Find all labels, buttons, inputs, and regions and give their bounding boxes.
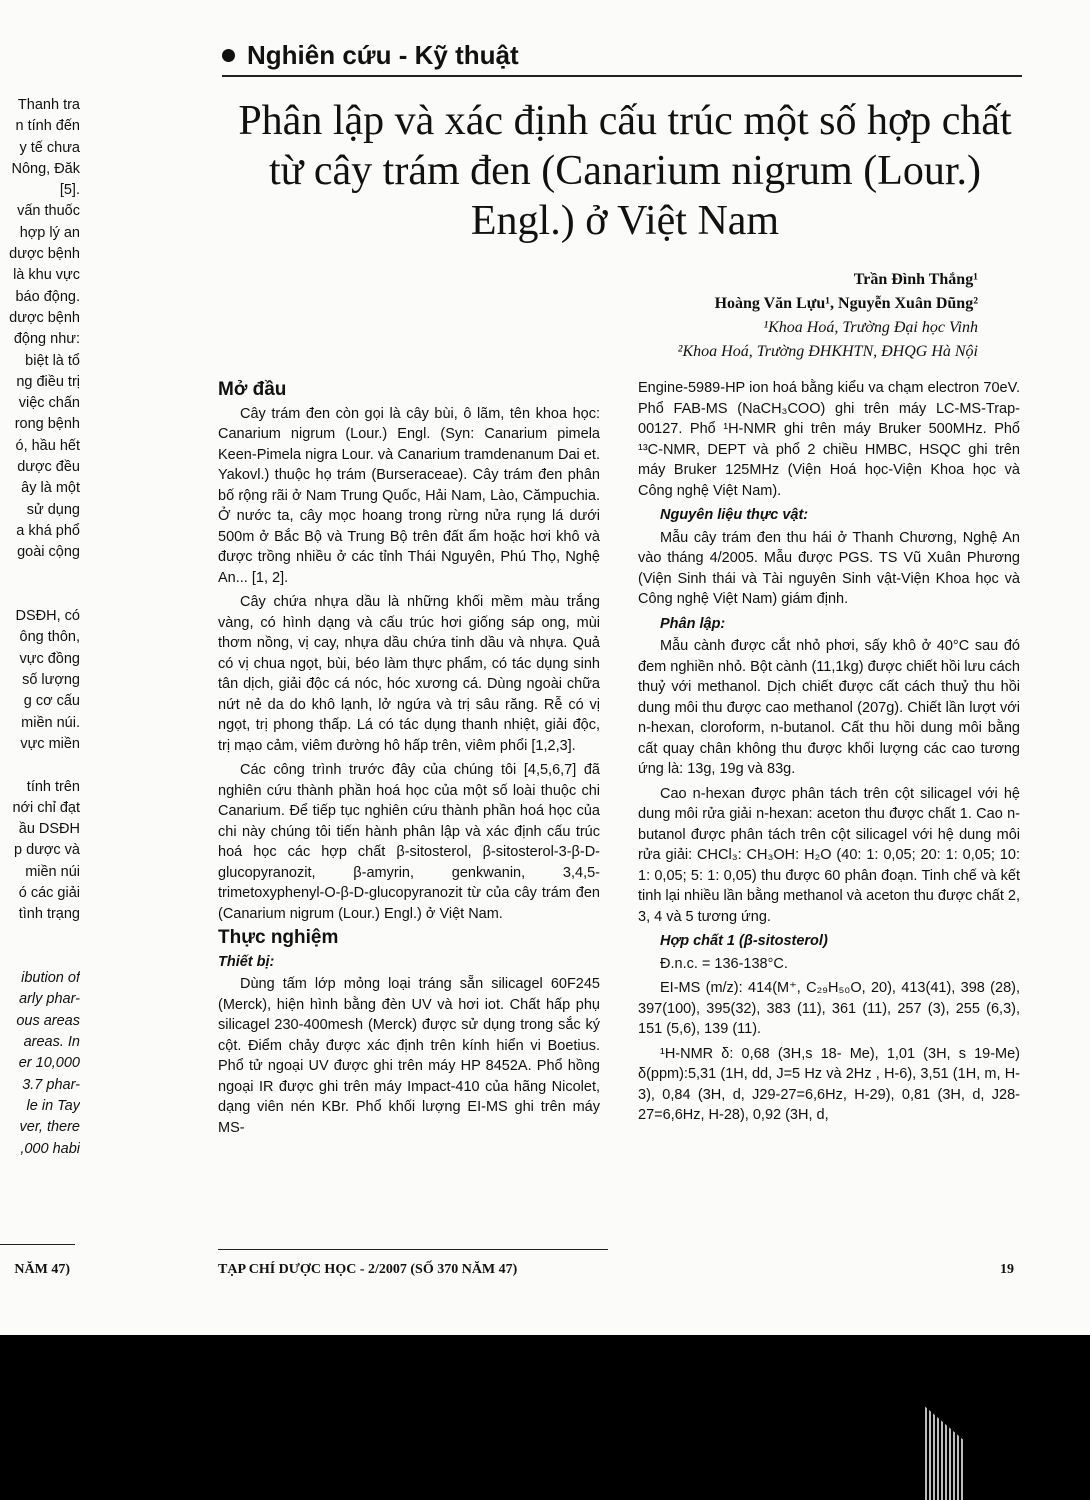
- left-column-line: việc chấn: [18, 395, 80, 412]
- article-title: Phân lập và xác định cấu trúc một số hợp chất từ cây trám đen (Canarium nigrum (Lour.) Engl.) ở Việt Nam: [238, 98, 1012, 244]
- author-line-2: Hoàng Văn Lựu¹, Nguyễn Xuân Dũng²: [714, 295, 978, 312]
- journal-footer: TẠP CHÍ DƯỢC HỌC - 2/2007 (SỐ 370 NĂM 47): [218, 1262, 518, 1277]
- section-header: [222, 40, 519, 71]
- left-column-line: dược đều: [17, 459, 80, 476]
- hnmr-data: ¹H-NMR δ: 0,68 (3H,s 18- Me), 1,01 (3H, s 19-Me) δ(ppm):5,31 (1H, dd, J=5 Hz và 2Hz , H-6), 3,51 (1H, m, H-3), 0,84 (3H, d, J29-27=6,6Hz, H-29), 0,81 (3H, d, J28-27=6,6Hz, H-28), 0,92 (3H, d,: [638, 1045, 1020, 1123]
- intro-paragraph-2: Cây chứa nhựa dầu là những khối mềm màu trắng vàng, có hình dạng và cấu trúc hơi giống sáp ong, mùi thơm nồng, vị cay, nhựa dầu chứa tinh dầu và nhựa. Quả có vị chua ngọt, bùi, béo làm thực phẩm, có tác dụng sinh tân dịch, giải độc cá nóc, hóc xương cá. Dùng ngoài chữa nứt nẻ da do khô lạnh, lở ngứa và trị sâu răng. Rễ có vị ngọt, trị phong thấp. Lá có tác dụng thanh nhiệt, giải độc, trị mạo cảm, viêm đường hô hấp trên, viêm phổi [1,2,3].: [218, 594, 600, 754]
- left-footer-fragment: NĂM 47): [14, 1262, 70, 1277]
- intro-paragraph-3: Các công trình trước đây của chúng tôi [4,5,6,7] đã nghiên cứu thành phần hoá học của một số loài thuộc chi Canarium. Để tiếp tục nghiên cứu thành phần hoá học của chi này chúng tôi tiến hành phân lập và xác định cấu trúc hoá học các hợp chất β-sitosterol, β-sitosterol-3-β-D-glucopyranozit, β-amyrin, genkwanin, 3,4,5-trimetoxyphenyl-O-β-D-glucopyranozit từ của cây trám đen (Canarium nigrum (Lour.) Engl.) ở Việt Nam.: [218, 762, 600, 922]
- left-column-line: tính trên: [26, 778, 80, 795]
- heading-equipment: Thiết bị:: [218, 953, 275, 970]
- left-column-line: y tế chưa: [19, 139, 80, 156]
- heading-introduction: Mở đầu: [218, 379, 287, 400]
- bullet-icon: [222, 49, 235, 62]
- left-column-line: miền núi: [25, 863, 80, 880]
- left-column-line: Thanh tra: [17, 97, 80, 113]
- heading-experimental: Thực nghiệm: [218, 927, 339, 948]
- left-column-line: p dược và: [14, 842, 80, 859]
- left-column-line: ng điều trị: [16, 373, 80, 390]
- heading-compound-1: Hợp chất 1 (β-sitosterol): [660, 933, 828, 949]
- heading-isolation: Phân lập:: [660, 615, 726, 632]
- left-column-line: ó các giải: [18, 884, 80, 901]
- left-column-line: ông thôn,: [19, 629, 80, 646]
- left-column-line: ibution of: [21, 970, 80, 987]
- column-1: [218, 378, 600, 1142]
- left-column-line: vấn thuốc: [17, 203, 80, 220]
- plant-material-paragraph: Mẫu cây trám đen thu hái ở Thanh Chương, Nghệ An vào tháng 4/2005. Mẫu được PGS. TS Vũ Xuân Phương (Viện Sinh thái và Tài nguyên Sinh vật-Viện Khoa học và Công nghệ Việt Nam) giám định.: [638, 529, 1020, 607]
- page-number: 19: [1000, 1262, 1014, 1277]
- left-column-line: dược bệnh: [9, 309, 80, 326]
- affiliation-2: ²Khoa Hoá, Trường ĐHKHTN, ĐHQG Hà Nội: [677, 343, 978, 360]
- left-column-line: ây là một: [21, 480, 80, 497]
- left-column-line: Nông, Đăk: [11, 160, 80, 177]
- isolation-paragraph-1: Mẫu cành được cắt nhỏ phơi, sấy khô ở 40°C sau đó đem nghiền nhỏ. Bột cành (11,1kg) được chiết hồi lưu cách thuỷ với methanol. Dịch chiết được cất cách thuỷ thu hồi dung môi thu được cao methanol (207g). Chiết lần lượt với n-hexan, cloroform, n-butanol. Cất thu hồi dung môi bằng cất quay chân không thu được khối lượng các cao tương ứng là: 13g, 19g và 83g.: [638, 638, 1020, 777]
- left-column-line: [0, 564, 80, 585]
- section-header-text: Nghiên cứu - Kỹ thuật: [247, 40, 519, 70]
- left-column-line: DSĐH, có: [15, 608, 80, 625]
- left-column-line: [0, 947, 80, 968]
- left-column-line: goài cộng: [17, 544, 80, 561]
- header-rule: [222, 75, 1022, 77]
- left-column-line: ,000 habi: [20, 1140, 80, 1157]
- affiliation-1: ¹Khoa Hoá, Trường Đại học Vinh: [763, 319, 978, 336]
- left-column-line: le in Tay: [26, 1097, 80, 1114]
- author-line-1: Trần Đình Thắng¹: [853, 271, 978, 288]
- left-column-line: [0, 926, 80, 947]
- left-column-line: là khu vực: [13, 267, 80, 284]
- left-column-line: 3.7 phar-: [22, 1076, 80, 1093]
- left-column-line: biệt là tổ: [25, 352, 80, 369]
- equipment-paragraph: Dùng tấm lớp mỏng loại tráng sẵn silicagel 60F245 (Merck), hiện hình bằng đèn UV và hơi iot. Chất hấp phụ silicagel 230-400mesh (Merck) được sử dụng trong sắc ký cột. Điểm chảy được xác định trên kính hiển vi Boetius. Phổ tử ngoại UV được ghi trên máy HP 8452A. Phổ hồng ngoại IR được ghi trên máy Impact-410 của hãng Nicolet, dạng viên nén KBr. Phổ khối lượng EI-MS ghi trên máy MS-: [218, 976, 600, 1136]
- eims-data: EI-MS (m/z): 414(M⁺, C₂₉H₅₀O, 20), 413(41), 398 (28), 397(100), 395(32), 383 (11), 361 (11), 257 (3), 255 (6,3), 151 (5,6), 139 (11).: [638, 980, 1020, 1037]
- left-column-line: vực miền: [20, 735, 80, 752]
- left-column-line: arly phar-: [19, 991, 80, 1008]
- left-column-line: rong bệnh: [14, 416, 80, 433]
- left-column-line: areas. In: [23, 1034, 80, 1051]
- left-column-line: a khá phổ: [16, 522, 80, 539]
- left-column-line: er 10,000: [18, 1055, 80, 1072]
- left-column-line: hợp lý an: [19, 224, 80, 241]
- equipment-paragraph-cont: Engine-5989-HP ion hoá bằng kiểu va chạm electron 70eV. Phổ FAB-MS (NaCH₃COO) ghi trên máy LC-MS-Trap-00127. Phổ ¹H-NMR ghi trên máy Bruker 500MHz. Phổ ¹³C-NMR, DEPT và phổ 2 chiều HMBC, HSQC ghi trên máy Bruker 125MHz (Viện Hoá học-Viện Khoa học và Công nghệ Việt Nam).: [638, 380, 1020, 499]
- authors-block: [678, 268, 978, 364]
- left-column-line: vực đồng: [19, 650, 80, 667]
- previous-article-column: [0, 95, 80, 1160]
- left-column-line: nới chỉ đạt: [12, 799, 80, 816]
- left-column-line: động như:: [13, 331, 80, 348]
- left-column-line: miền núi.: [21, 714, 80, 731]
- isolation-paragraph-2: Cao n-hexan được phân tách trên cột silicagel với hệ dung môi rửa giải n-hexan: aceton thu được chất 1. Cao n-butanol được phân tách trên cột silicagel với hệ dung môi rửa giải: CHCl₃: CH₃OH: H₂O (40: 1: 0,05; 20: 1: 0,05; 10: 1: 0,05; 5: 1: 0,05) thu được 60 phân đoạn. Tinh chế và kết tinh lại nhiều lần bằng methanol và aceton thu được chất 2, 3, 4 và 5 tương ứng.: [638, 785, 1020, 925]
- left-column-line: tình trạng: [18, 906, 80, 923]
- left-column-line: sử dụng: [26, 501, 80, 518]
- left-column-line: báo động.: [15, 288, 80, 305]
- left-column-line: ó, hầu hết: [15, 437, 80, 454]
- left-column-line: ầu DSĐH: [18, 821, 80, 838]
- left-column-line: ous areas: [16, 1012, 80, 1029]
- heading-plant-material: Nguyên liệu thực vật:: [660, 507, 809, 523]
- left-footer-rule: [0, 1244, 75, 1245]
- melting-point: Đ.n.c. = 136-138°C.: [660, 955, 788, 972]
- left-column-line: [0, 755, 80, 776]
- left-column-line: số lượng: [22, 672, 80, 689]
- left-column-line: g cơ cấu: [23, 693, 80, 710]
- column-2: [638, 378, 1020, 1130]
- left-column-line: [5].: [59, 182, 80, 199]
- footer-rule: [218, 1249, 608, 1250]
- intro-paragraph-1: Cây trám đen còn gọi là cây bùi, ô lãm, tên khoa học: Canarium nigrum (Lour.) Engl. (Syn: Canarium pimela Keen-Pimela nigra Lour. và Canarium tramdenanum Dai et. Yakovl.) thuộc họ trám (Burseraceae). Cây trám đen phân bố rộng rãi ở Nam Trung Quốc, Hải Nam, Lào, Cămpuchia. Ở nước ta, cây mọc hoang trong rừng nửa rụng lá dưới 500m ở Bắc Bộ và Trung Bộ trên đất ẩm hoặc hơi khô và được trồng nhiều ở các tỉnh Thái Nguyên, Phú Thọ, Nghệ An... [1, 2].: [218, 405, 600, 586]
- left-column-line: dược bệnh: [9, 246, 80, 263]
- left-column-line: [0, 585, 80, 606]
- left-column-line: ver, there: [19, 1119, 80, 1136]
- left-column-line: n tính đến: [15, 118, 80, 135]
